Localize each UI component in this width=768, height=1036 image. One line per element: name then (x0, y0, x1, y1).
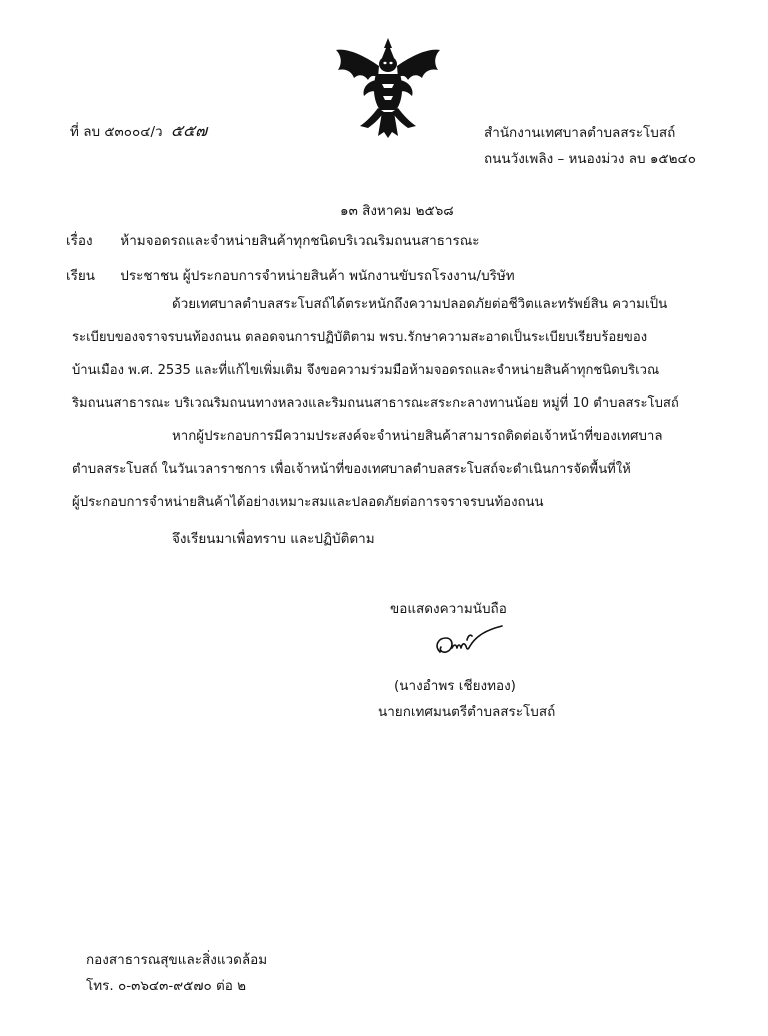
office-address: ถนนวังเพลิง – หนองม่วง ลบ ๑๕๒๔๐ (484, 151, 696, 167)
body-paragraph-1-line-3: บ้านเมือง พ.ศ. 2535 และที่แก้ไขเพิ่มเติม จึงขอความร่วมมือห้ามจอดรถและจำหน่ายสินค้าทุกชนิดบริเวณ (72, 363, 660, 378)
body-paragraph-1-line-4: ริมถนนสาธารณะ บริเวณริมถนนทางหลวงและริมถนนสาธารณะสระกะลางทานน้อย หมู่ที่ 10 ตำบลสระโบสถ์ (72, 396, 679, 411)
signatory-name: (นางอำพร เชียงทอง) (394, 678, 516, 694)
body-paragraph-1-line-1: ด้วยเทศบาลตำบลสระโบสถ์ได้ตระหนักถึงความปลอดภัยต่อชีวิตและทรัพย์สิน ความเป็น (172, 297, 668, 312)
addressee-text: ประชาชน ผู้ประกอบการจำหน่ายสินค้า พนักงานขับรถโรงงาน/บริษัท (120, 268, 515, 284)
signatory-position: นายกเทศมนตรีตำบลสระโบสถ์ (378, 704, 556, 720)
document-date: ๑๓ สิงหาคม ๒๕๖๘ (340, 203, 454, 219)
subject-text: ห้ามจอดรถและจำหน่ายสินค้าทุกชนิดบริเวณริมถนนสาธารณะ (120, 233, 480, 249)
body-paragraph-1-line-2: ระเบียบของจราจรบนท้องถนน ตลอดจนการปฏิบัติตาม พรบ.รักษาความสะอาดเป็นระเบียบเรียบร้อยของ (72, 330, 648, 345)
addressee-line (66, 270, 515, 284)
addressee-label: เรียน (66, 268, 96, 284)
footer-department: กองสาธารณสุขและสิ่งแวดล้อม (86, 952, 268, 968)
body-paragraph-2-line-2: ตำบลสระโบสถ์ ในวันเวลาราชการ เพื่อเจ้าหน้าที่ของเทศบาลตำบลสระโบสถ์จะดำเนินการจัดพื้นที่ให้ (72, 462, 631, 477)
body-paragraph-2-line-3: ผู้ประกอบการจำหน่ายสินค้าได้อย่างเหมาะสมและปลอดภัยต่อการจราจรบนท้องถนน (72, 495, 544, 510)
closing-line: จึงเรียนมาเพื่อทราบ และปฏิบัติตาม (172, 531, 375, 547)
body-paragraph-2-line-1: หากผู้ประกอบการมีความประสงค์จะจำหน่ายสินค้าสามารถติดต่อเจ้าหน้าที่ของเทศบาล (172, 429, 663, 444)
office-name: สำนักงานเทศบาลตำบลสระโบสถ์ (484, 125, 676, 141)
reference-prefix: ที่ ลบ ๕๓๐๐๔/ว (70, 124, 163, 140)
handwritten-signature-icon (430, 620, 510, 664)
garuda-emblem-icon (332, 36, 444, 140)
footer-phone: โทร. ๐-๓๖๔๓-๙๕๗๐ ต่อ ๒ (86, 978, 247, 994)
subject-line (66, 235, 480, 249)
signature-salutation: ขอแสดงความนับถือ (390, 601, 507, 617)
reference-number (70, 123, 207, 140)
subject-label: เรื่อง (66, 233, 93, 249)
reference-handwritten-number: ๕๕๗ (170, 121, 208, 140)
